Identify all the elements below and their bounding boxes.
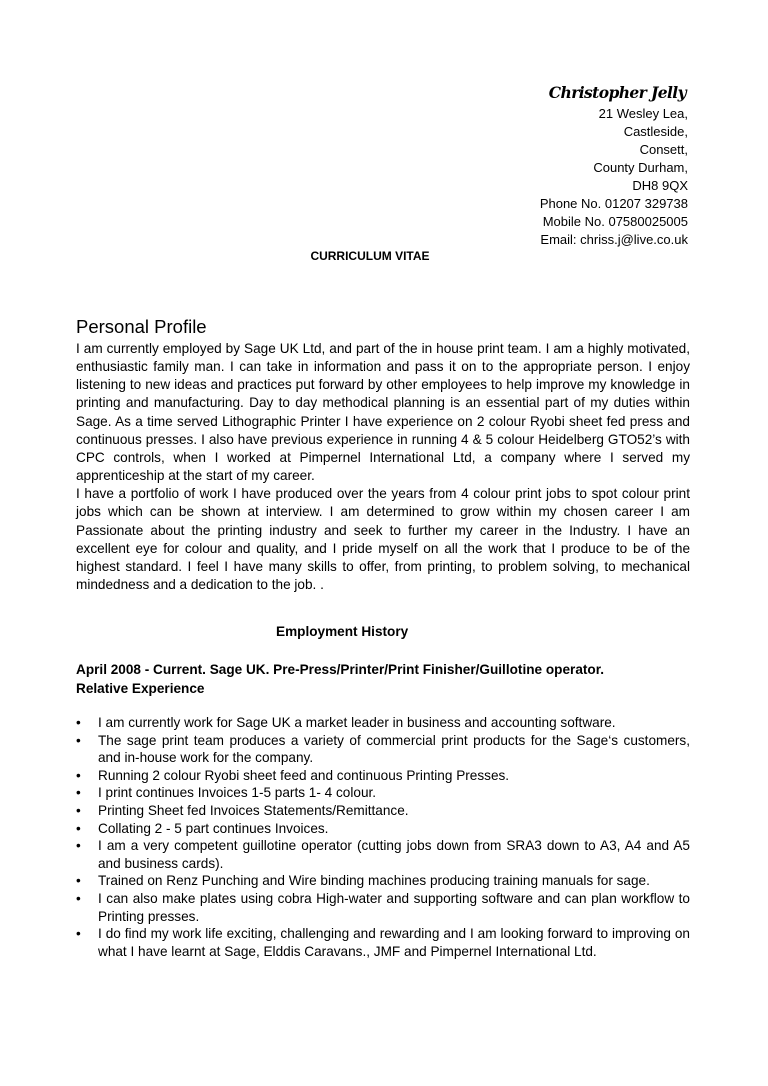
bullet-icon: • — [76, 926, 81, 942]
bullet-icon: • — [76, 785, 81, 801]
bullet-icon: • — [76, 838, 81, 854]
address-line: County Durham, — [593, 160, 688, 175]
postcode: DH8 9QX — [632, 178, 688, 193]
phone-number: Phone No. 01207 329738 — [539, 196, 688, 211]
duty-item — [76, 837, 690, 872]
duty-text: Running 2 colour Ryobi sheet feed and continuous Printing Presses. — [98, 767, 510, 783]
duty-text: Collating 2 - 5 part continues Invoices. — [98, 820, 329, 836]
duty-item — [76, 767, 690, 785]
duty-item — [76, 732, 690, 767]
profile-heading: Personal Profile — [76, 316, 207, 337]
bullet-icon: • — [76, 767, 81, 783]
address-line: Castleside, — [623, 124, 688, 139]
duty-item — [76, 820, 690, 838]
profile-paragraph: I have a portfolio of work I have produced over the years from 4 colour print jobs to spot colour print jobs which can be shown at interview. I am determined to grow within my chosen career I am Passionate about the printing industry and seek to further my career in the Industry. I have an excellent eye for colour and quality, and I pride myself on all the work that I produce to be of the highest standard. I feel I have many skills to offer, from printing, to problem solving, to mechanical mindedness and a dedication to the job. . — [76, 486, 690, 593]
bullet-icon: • — [76, 732, 81, 748]
duty-text: I am currently work for Sage UK a market leader in business and accounting software. — [98, 715, 616, 730]
duty-item — [76, 714, 690, 732]
duty-item — [76, 872, 690, 890]
duty-text: I am a very competent guillotine operator (cutting jobs down from SRA3 down to A3, A4 and A5 and business cards). — [98, 838, 690, 871]
bullet-icon: • — [76, 715, 81, 730]
duties-list — [76, 714, 690, 960]
duty-text: The sage print team produces a variety of commercial print products for the Sage‘s customers, and in-house work for the company. — [98, 732, 690, 766]
document-title: CURRICULUM VITAE — [310, 249, 430, 263]
address-line: 21 Wesley Lea, — [598, 106, 688, 121]
employment-heading: Employment History — [276, 624, 409, 639]
mobile-number: Mobile No. 07580025005 — [542, 214, 688, 229]
profile-paragraph: I am currently employed by Sage UK Ltd, and part of the in house print team. I am a highly motivated, enthusiastic family man. I can take in information and pass it on to the appropriate person. I enjoy listening to new ideas and practices put forward by other employees to help improve my knowledge in printing and manufacturing. Day to day methodical planning is an essential part of my duties within Sage. As a time served Lithographic Printer I have experience on 2 colour Ryobi sheet fed press and continuous presses. I also have previous experience in running 4 & 5 colour Heidelberg GTO52’s with CPC controls, when I worked at Pimpernel International Ltd, a company where I served my apprenticeship at the start of my career. — [76, 341, 690, 484]
email-address: Email: chriss.j@live.co.uk — [540, 232, 688, 247]
duty-text: Printing Sheet fed Invoices Statements/Remittance. — [98, 802, 409, 818]
bullet-icon: • — [76, 802, 81, 818]
duty-item — [76, 802, 690, 820]
profile-body — [76, 340, 690, 594]
bullet-icon: • — [76, 820, 81, 836]
duty-text: I print continues Invoices 1-5 parts 1- 4 colour. — [98, 785, 377, 801]
job-subheading: Relative Experience — [76, 680, 205, 696]
author-name: Christopher Jelly — [548, 83, 686, 102]
bullet-icon: • — [76, 890, 81, 906]
bullet-icon: • — [76, 873, 81, 889]
duty-text: I can also make plates using cobra High-water and supporting software and can plan workflow to Printing presses. — [98, 890, 690, 924]
duty-item — [76, 784, 690, 802]
contact-block — [368, 82, 688, 249]
duty-item — [76, 890, 690, 925]
duty-text: I do find my work life exciting, challenging and rewarding and I am looking forward to improving on what I have learnt at Sage, Elddis Caravans., JMF and Pimpernel International Ltd. — [98, 926, 690, 959]
job-title-line: April 2008 - Current. Sage UK. Pre-Press/Printer/Print Finisher/Guillotine operator. — [76, 662, 605, 677]
address-line: Consett, — [639, 142, 688, 157]
job-title — [76, 661, 716, 698]
duty-text: Trained on Renz Punching and Wire binding machines producing training manuals for sage. — [98, 873, 650, 889]
duty-item — [76, 925, 690, 960]
